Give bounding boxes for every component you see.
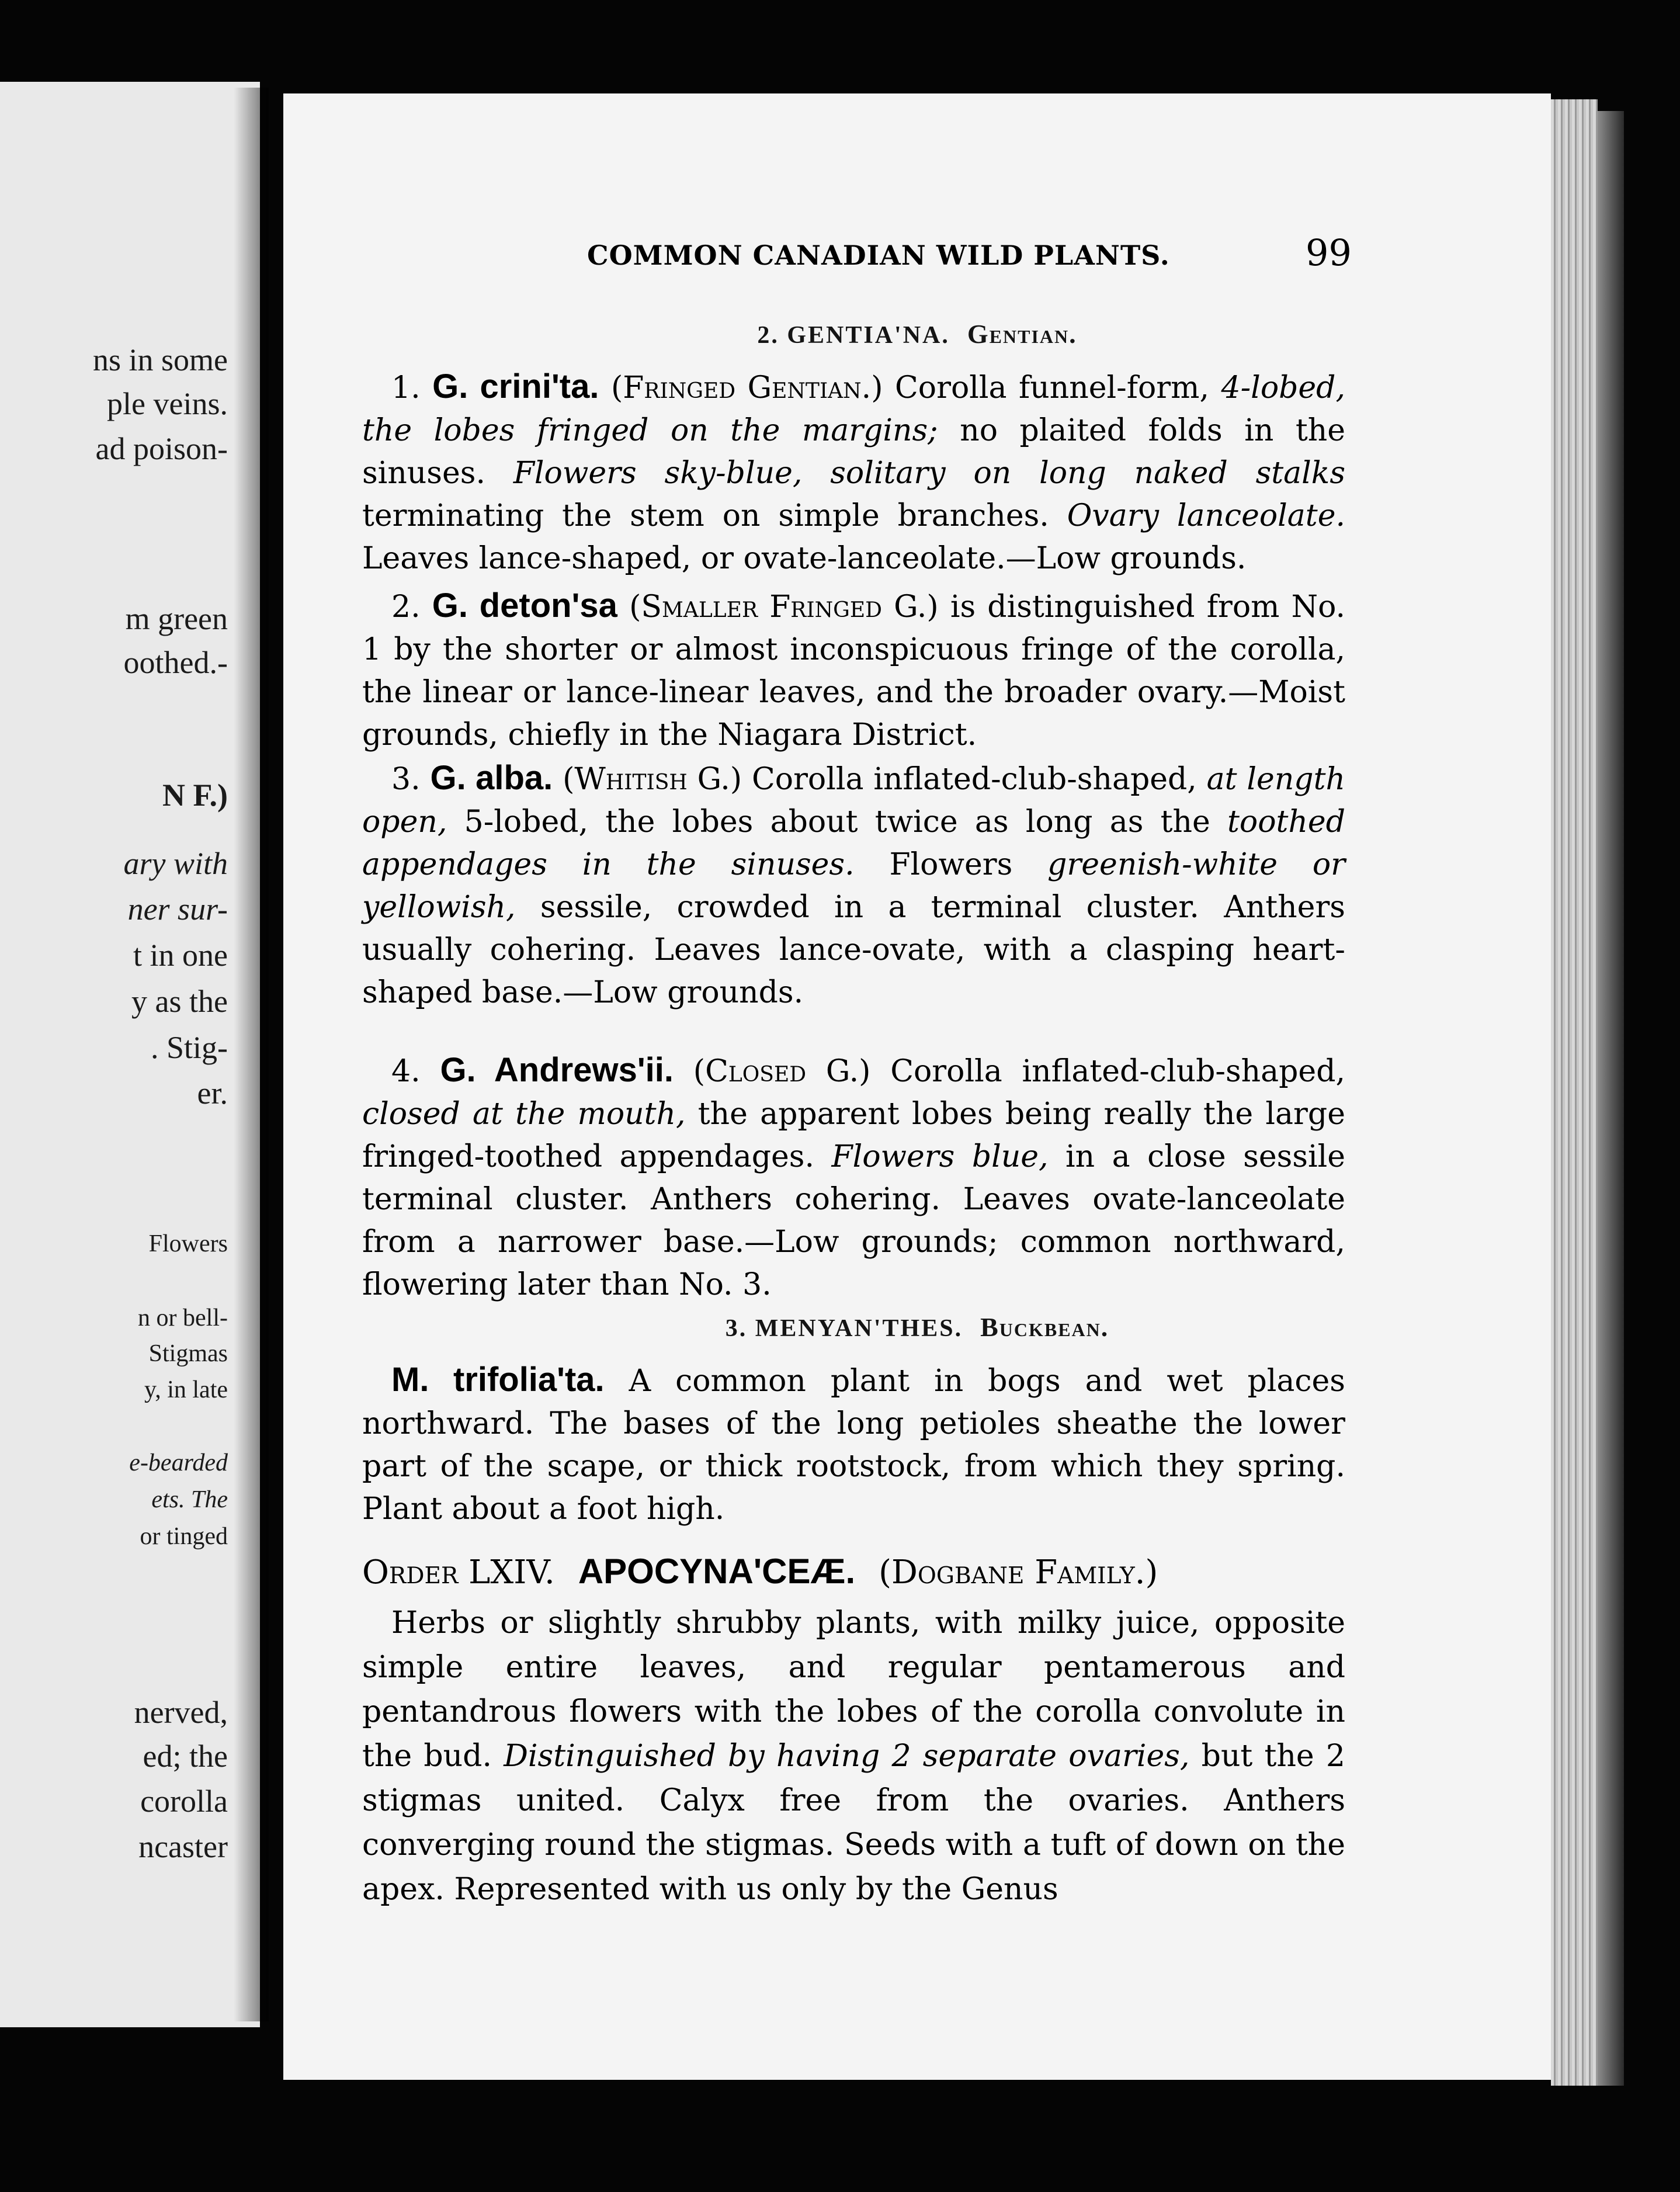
genus-heading-gentiana (283, 318, 1551, 349)
page-number: 99 (1306, 231, 1352, 274)
left-page-fragment: oothed.- (123, 645, 228, 680)
description-italic: toothed appendages in the sinuses. (362, 804, 1345, 882)
species-entry-gentiana-detonsa (362, 584, 1345, 757)
description-text: Flowers (854, 847, 1048, 882)
left-page-fragment: corolla (140, 1784, 228, 1819)
description-text: Corolla inflated-club-shaped, (870, 1054, 1346, 1089)
species-entry-menyanthes-trifoliata (362, 1358, 1345, 1531)
description-italic: Distinguished by having 2 separate ovaries, (504, 1739, 1190, 1774)
description-text: the apparent lobes being really the large fringed-toothed appendages. (362, 1097, 1345, 1174)
species-name: G. alba. (430, 759, 553, 797)
species-number: 3. (391, 762, 421, 797)
right-page (283, 93, 1551, 2080)
common-name: (Smaller Fringed G.) (629, 589, 939, 625)
left-page-fragment: nerved, (134, 1695, 228, 1730)
left-page-fragment: y as the (131, 984, 228, 1019)
description-italic: greenish-white or yellowish, (362, 847, 1345, 925)
description-text: sessile, crowded in a terminal cluster. Anthers usually cohering. Leaves lance-ovate, with a clasping heart-shaped base.—Low grounds. (362, 890, 1345, 1010)
genus-name: 2. GENTIA'NA. (757, 322, 950, 349)
species-entry-gentiana-alba (362, 757, 1345, 1014)
common-name: (Fringed Gentian.) (611, 370, 883, 405)
common-name: (Whitish G.) (563, 762, 742, 797)
left-page-fragment: Flowers (148, 1230, 228, 1257)
left-page-fragment: ple veins. (107, 386, 228, 421)
left-facing-page (0, 82, 260, 2027)
description-text: A common plant in bogs and wet places northward. The bases of the long petioles sheathe the lower part of the scape, or thick rootstock, from which they spring. Plant about a foot high. (362, 1364, 1345, 1527)
order-description (362, 1601, 1345, 1912)
left-page-fragment: m green (125, 601, 228, 636)
description-italic: Flowers sky-blue, solitary on long naked stalks (513, 456, 1346, 491)
left-page-fragment: y, in late (144, 1376, 228, 1403)
left-page-fragment: . Stig- (150, 1030, 228, 1065)
description-italic: Ovary lanceolate. (1067, 498, 1345, 533)
left-page-fragment: er. (197, 1076, 228, 1111)
description-italic: Flowers blue, (831, 1139, 1049, 1174)
description-italic: at length open, (362, 762, 1345, 840)
left-page-fragment: ary with (123, 846, 228, 881)
species-name: G. crini'ta. (432, 367, 599, 405)
left-page-fragment: ncaster (138, 1829, 228, 1864)
left-page-fragment: ed; the (143, 1739, 228, 1774)
running-title: COMMON CANADIAN WILD PLANTS. (587, 240, 1170, 271)
description-text: is distinguished from No. 1 by the shorter or almost inconspicuous fringe of the corolla, the linear or lance-linear leaves, and the broader ovary.—Moist grounds, chiefly in the Niagara District. (362, 589, 1346, 752)
description-text: Leaves lance-shaped, or ovate-lanceolate.—Low grounds. (362, 541, 1247, 576)
running-head (283, 231, 1551, 286)
description-italic: closed at the mouth, (362, 1097, 686, 1132)
order-heading (362, 1551, 1345, 1591)
left-page-fragment: e-bearded (129, 1449, 228, 1476)
family-name: APOCYNA'CEÆ. (578, 1552, 856, 1591)
species-entry-gentiana-crinita (362, 365, 1345, 580)
description-text: no plaited folds in the sinuses. (362, 413, 1345, 491)
common-name: (Closed G.) (693, 1054, 871, 1089)
description-italic: 4-lobed, the lobes fringed on the margins; (362, 370, 1345, 448)
left-page-fragment: ad poison- (95, 431, 228, 466)
species-name: M. trifolia'ta. (391, 1361, 605, 1399)
species-name: G. deton'sa (432, 587, 617, 625)
book-gutter-shadow (234, 88, 269, 2021)
left-page-fragment: ns in some (92, 342, 228, 377)
genus-english-name: Gentian. (967, 319, 1077, 349)
description-text: Herbs or slightly shrubby plants, with milky juice, opposite simple entire leaves, and regular pentamerous and pentandrous flowers with the lobes of the corolla convolute in the bud. (362, 1605, 1345, 1774)
description-text: in a close sessile terminal cluster. Anthers cohering. Leaves ovate-lanceolate from a narrower base.—Low grounds; common northward, flowering later than No. 3. (362, 1139, 1345, 1302)
left-page-fragment: ner sur- (127, 892, 228, 927)
left-page-fragment: t in one (133, 938, 228, 973)
species-number: 4. (391, 1054, 421, 1089)
page-edge-shadow (1598, 111, 1624, 2086)
description-text: 5-lobed, the lobes about twice as long as the (447, 804, 1228, 840)
genus-heading-menyanthes (283, 1312, 1551, 1343)
description-text: Corolla inflated-club-shaped, (742, 762, 1207, 797)
description-text: but the 2 stigmas united. Calyx free from the ovaries. Anthers converging round the stigmas. Seeds with a tuft of down on the apex. Represented with us only by the Genus (362, 1739, 1346, 1907)
description-text: Corolla funnel-form, (883, 370, 1221, 405)
family-common-name: (Dogbane Family.) (879, 1553, 1158, 1591)
left-page-fragment: ets. The (151, 1486, 228, 1513)
description-text: terminating the stem on simple branches. (362, 498, 1067, 533)
species-name: G. Andrews'ii. (440, 1051, 674, 1089)
species-number: 1. (391, 370, 421, 405)
left-page-fragment: n or bell- (138, 1305, 228, 1331)
species-number: 2. (391, 589, 421, 625)
left-page-fragment: Stigmas (148, 1340, 228, 1367)
left-page-fragment: N F.) (162, 778, 228, 813)
page-edges (1551, 99, 1598, 2086)
left-page-fragment: or tinged (140, 1523, 228, 1550)
genus-name: 3. MENYAN'THES. (725, 1315, 963, 1342)
species-entry-gentiana-andrewsii (362, 1049, 1345, 1306)
order-label: Order LXIV. (362, 1553, 555, 1591)
genus-english-name: Buckbean. (980, 1312, 1109, 1342)
